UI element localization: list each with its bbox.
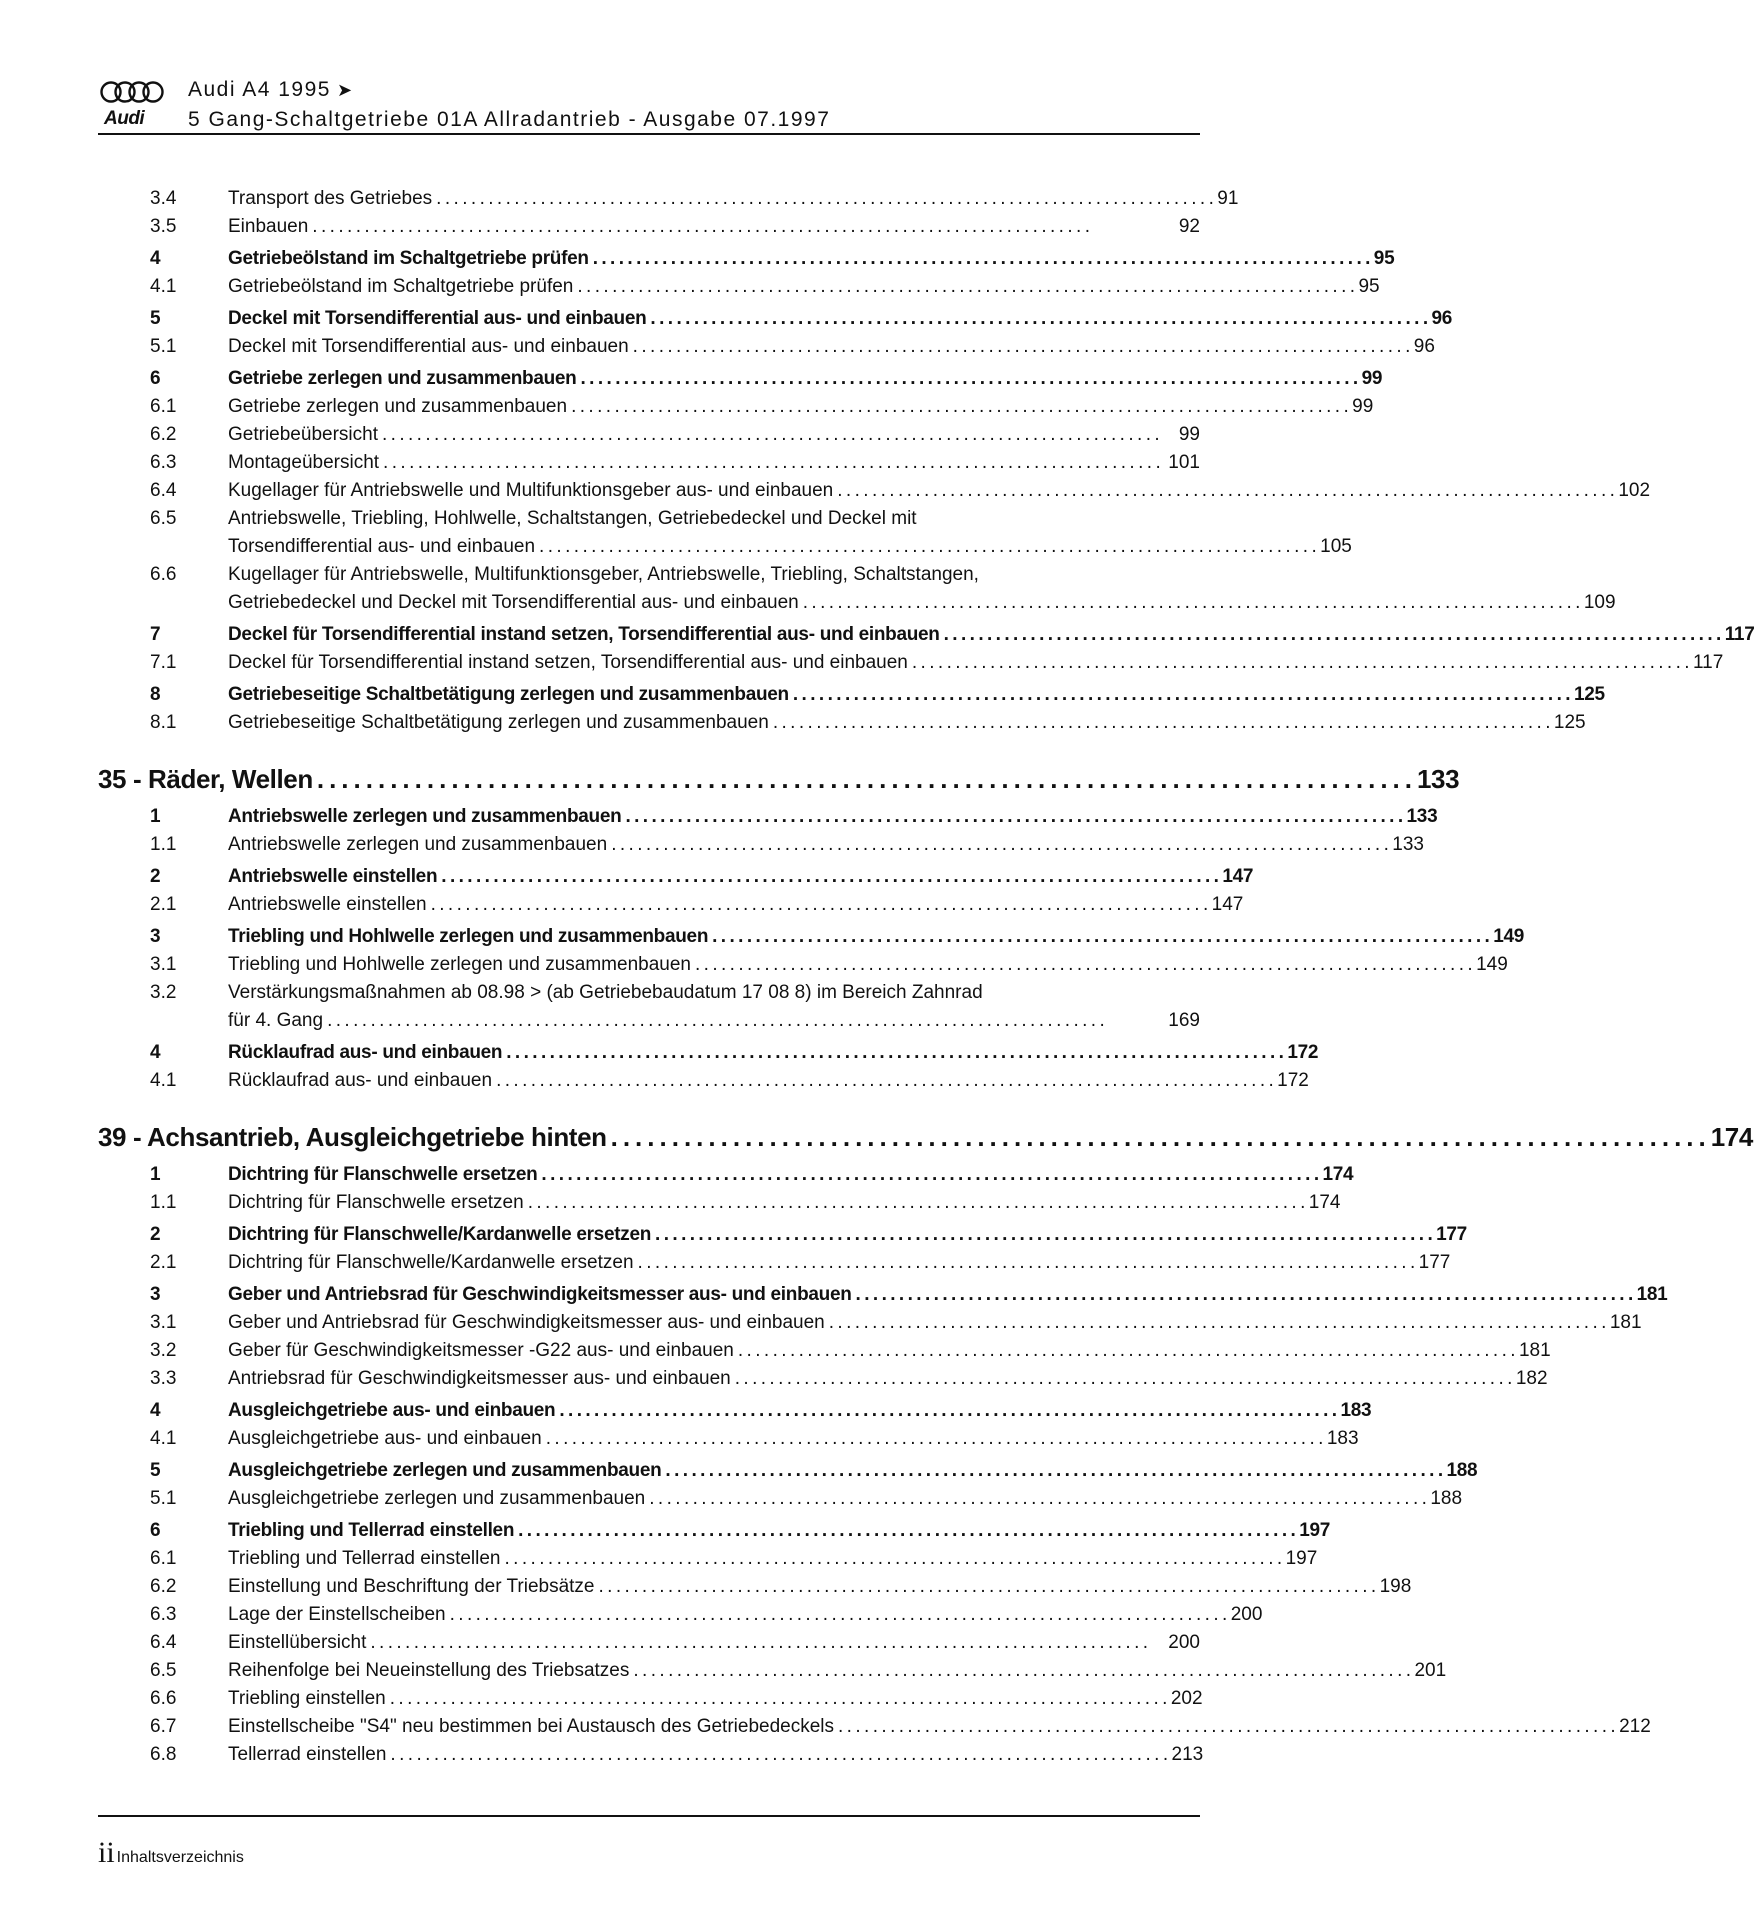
leader-dots: ..........................................................................................	[943, 624, 1725, 645]
entry-title: Ausgleichgetriebe aus- und einbauen	[228, 1428, 542, 1449]
header-subtitle: 5 Gang-Schaltgetriebe 01A Allradantrieb - Ausgabe 07.1997	[188, 108, 831, 131]
chapter-title: 35 - Räder, Wellen	[98, 764, 313, 794]
entry-number: 6.5	[150, 508, 177, 529]
audi-rings-logo	[100, 80, 164, 104]
entry-number: 3.4	[150, 188, 177, 209]
entry-title: Triebling und Hohlwelle zerlegen und zusammenbauen	[228, 954, 691, 975]
entry-title: Rücklaufrad aus- und einbauen	[228, 1070, 493, 1091]
toc-subsection[interactable]	[98, 891, 1244, 919]
entry-title: Rücklaufrad aus- und einbauen	[228, 1042, 503, 1063]
leader-dots: ..........................................................................................	[649, 1488, 1431, 1509]
toc-section[interactable]	[98, 365, 1383, 393]
toc-subsection[interactable]	[98, 831, 1424, 859]
leader-dots: ..........................................................................................	[504, 1548, 1286, 1569]
toc-section[interactable]	[98, 621, 1754, 649]
entry-title: Triebling einstellen	[228, 1688, 386, 1709]
leader-dots: ..........................................................................................	[577, 276, 1359, 297]
leader-dots: ..........................................................................................	[772, 712, 1554, 733]
entry-number: 4	[150, 248, 161, 269]
entry-title: für 4. Gang	[228, 1010, 324, 1031]
entry-number: 6.4	[150, 480, 177, 501]
entry-title: Triebling und Hohlwelle zerlegen und zusammenbauen	[228, 926, 709, 947]
entry-page: 133	[1392, 834, 1424, 855]
entry-page: 183	[1326, 1428, 1359, 1449]
leader-dots: ..........................................................................................	[430, 894, 1212, 915]
leader-dots: ..........................................................................................	[383, 452, 1165, 473]
leader-dots: ..........................................................................................	[390, 1744, 1172, 1765]
entry-title: Antriebsrad für Geschwindigkeitsmesser aus- und einbauen	[228, 1368, 731, 1389]
entry-title-line1: Kugellager für Antriebswelle, Multifunktionsgeber, Antriebswelle, Triebling, Schaltstangen,	[228, 564, 979, 585]
entry-number: 4	[150, 1042, 161, 1063]
leader-dots: ..........................................................................................	[633, 1660, 1415, 1681]
entry-page: 102	[1618, 480, 1651, 501]
entry-page: 202	[1170, 1688, 1203, 1709]
entry-title: Ausgleichgetriebe zerlegen und zusammenbauen	[228, 1488, 646, 1509]
entry-number: 5	[150, 1460, 161, 1481]
arrow-right-icon: ➤	[336, 80, 354, 100]
toc-subsection[interactable]	[98, 449, 1200, 477]
entry-title: Einstellung und Beschriftung der Triebsätze	[228, 1576, 595, 1597]
leader-dots: ..........................................................................................	[828, 1312, 1610, 1333]
toc-section[interactable]	[98, 1517, 1331, 1545]
entry-page: 147	[1211, 894, 1244, 915]
toc-subsection[interactable]	[98, 1189, 1341, 1217]
entry-number: 6.3	[150, 452, 177, 473]
leader-dots: ..........................................................................................	[518, 1520, 1300, 1541]
toc-subsection[interactable]	[98, 421, 1200, 449]
entry-page: 169	[1168, 1010, 1200, 1031]
toc-section[interactable]	[98, 245, 1395, 273]
entry-title: Deckel für Torsendifferential instand setzen, Torsendifferential aus- und einbauen	[228, 652, 908, 673]
entry-page: 99	[1352, 396, 1374, 417]
entry-title: Getriebeübersicht	[228, 424, 378, 445]
page-number: ii	[98, 1836, 115, 1869]
toc-section[interactable]	[98, 1397, 1372, 1425]
entry-number: 3.5	[150, 216, 177, 237]
toc-subsection[interactable]	[98, 1485, 1463, 1513]
entry-page: 149	[1476, 954, 1508, 975]
toc-section[interactable]	[98, 1457, 1478, 1485]
entry-number: 4	[150, 1400, 161, 1421]
entry-number: 6.1	[150, 1548, 177, 1569]
entry-title: Einbauen	[228, 216, 309, 237]
toc-subsection[interactable]	[98, 1601, 1263, 1629]
leader-dots: ..........................................................................................	[541, 1164, 1323, 1185]
entry-title: Geber für Geschwindigkeitsmesser -G22 aus- und einbauen	[228, 1340, 734, 1361]
entry-page: 172	[1277, 1070, 1309, 1091]
toc-subsection[interactable]	[98, 273, 1380, 301]
toc-subsection[interactable]	[98, 1685, 1203, 1713]
entry-title: Antriebswelle zerlegen und zusammenbauen	[228, 806, 622, 827]
leader-dots: ..........................................................................................	[911, 652, 1693, 673]
leader-dots: ..........................................................................................	[506, 1042, 1288, 1063]
entry-number: 4.1	[150, 1428, 177, 1449]
entry-title: Geber und Antriebsrad für Geschwindigkeitsmesser aus- und einbauen	[228, 1284, 852, 1305]
leader-dots: ..........................................................................................	[655, 1224, 1437, 1245]
toc-section[interactable]	[98, 803, 1438, 831]
entry-title: Dichtring für Flanschwelle/Kardanwelle ersetzen	[228, 1224, 652, 1245]
entry-title: Torsendifferential aus- und einbauen	[228, 536, 536, 557]
entry-page: 197	[1285, 1548, 1318, 1569]
entry-number: 5.1	[150, 1488, 177, 1509]
entry-number: 6	[150, 1520, 161, 1541]
leader-dots: ..........................................................................................	[734, 1368, 1516, 1389]
toc-subsection[interactable]	[98, 477, 1651, 505]
leader-dots: ..........................................................................................	[712, 926, 1494, 947]
entry-page: 149	[1493, 926, 1525, 947]
entry-number: 3.2	[150, 1340, 177, 1361]
entry-number: 4.1	[150, 276, 177, 297]
entry-page: 91	[1217, 188, 1239, 209]
leader-dots: ..........................................................................................	[370, 1632, 1152, 1653]
toc-chapter[interactable]	[98, 1117, 1753, 1157]
entry-page: 183	[1340, 1400, 1372, 1421]
leader-dots: ..........................................................................................	[312, 216, 1094, 237]
chapter-page: 133	[1417, 764, 1460, 794]
entry-title-line1: Verstärkungsmaßnahmen ab 08.98 > (ab Getriebebaudatum 17 08 8) im Bereich Zahnrad	[228, 982, 983, 1003]
toc-subsection[interactable]	[98, 1067, 1309, 1095]
leader-dots: ..........................................................................................	[855, 1284, 1637, 1305]
entry-page: 200	[1168, 1632, 1200, 1653]
entry-title: Dichtring für Flanschwelle ersetzen	[228, 1192, 524, 1213]
entry-number: 4.1	[150, 1070, 177, 1091]
entry-title: Deckel für Torsendifferential instand setzen, Torsendifferential aus- und einbauen	[228, 624, 940, 645]
leader-dots: ..........................................................................................	[441, 866, 1223, 887]
entry-number: 3.3	[150, 1368, 177, 1389]
entry-number: 5	[150, 308, 161, 329]
leader-dots: ..........................................................................................	[802, 592, 1584, 613]
leader-dots: ..........................................................................................	[650, 308, 1432, 329]
entry-number: 3.2	[150, 982, 177, 1003]
entry-number: 6.3	[150, 1604, 177, 1625]
entry-number: 3.1	[150, 1312, 177, 1333]
audi-wordmark: Audi	[104, 108, 145, 129]
toc-subsection[interactable]	[98, 1425, 1359, 1453]
entry-page: 174	[1322, 1164, 1354, 1185]
toc-subsection[interactable]	[98, 709, 1586, 737]
leader-dots: ..........................................................................................	[389, 1688, 1171, 1709]
entry-title: Lage der Einstellscheiben	[228, 1604, 446, 1625]
entry-page: 105	[1320, 536, 1352, 557]
leader-dots: ..........................................................................................	[436, 188, 1218, 209]
entry-number: 6.4	[150, 1632, 177, 1653]
entry-title: Getriebe zerlegen und zusammenbauen	[228, 396, 568, 417]
entry-page: 201	[1414, 1660, 1447, 1681]
leader-dots: ..........................................................................................	[838, 1716, 1620, 1737]
leader-dots: ..........................................................................................	[737, 1340, 1519, 1361]
toc-subsection[interactable]	[98, 1629, 1200, 1657]
entry-title-line1: Antriebswelle, Triebling, Hohlwelle, Schaltstangen, Getriebedeckel und Deckel mit	[228, 508, 917, 529]
entry-page: 188	[1430, 1488, 1463, 1509]
table-of-contents	[98, 185, 1754, 1769]
entry-title: Deckel mit Torsendifferential aus- und einbauen	[228, 336, 629, 357]
leader-dots: ..........................................................................................	[694, 954, 1477, 975]
entry-page: 172	[1287, 1042, 1319, 1063]
leader-dots: ..........................................................................................	[665, 1460, 1447, 1481]
entry-title: Getriebeseitige Schaltbetätigung zerlegen und zusammenbauen	[228, 684, 789, 705]
entry-number: 8.1	[150, 712, 177, 733]
leader-dots: ..........................................................................................	[571, 396, 1353, 417]
leader-dots: ..........................................................................................	[381, 424, 1164, 445]
entry-page: 177	[1436, 1224, 1467, 1245]
entry-page: 182	[1515, 1368, 1548, 1389]
entry-title: Dichtring für Flanschwelle/Kardanwelle ersetzen	[228, 1252, 634, 1273]
entry-page: 95	[1358, 276, 1380, 297]
toc-subsection[interactable]	[98, 979, 1200, 1035]
entry-page: 198	[1379, 1576, 1412, 1597]
entry-page: 125	[1573, 684, 1605, 705]
toc-section[interactable]	[98, 863, 1254, 891]
entry-number: 5.1	[150, 336, 177, 357]
entry-number: 6.5	[150, 1660, 177, 1681]
toc-subsection[interactable]	[98, 1741, 1204, 1769]
entry-page: 125	[1553, 712, 1586, 733]
leader-dots: ..........................................................................................	[449, 1604, 1231, 1625]
entry-number: 8	[150, 684, 161, 705]
leader-dots: ..........................................................................................	[637, 1252, 1419, 1273]
leader-dots: ..........................................................................................	[611, 834, 1393, 855]
leader-dots: ..........................................................................................	[316, 764, 1417, 794]
entry-page: 96	[1431, 308, 1453, 329]
toc-section[interactable]	[98, 681, 1605, 709]
toc-subsection[interactable]	[98, 1545, 1318, 1573]
entry-title: Kugellager für Antriebswelle und Multifunktionsgeber aus- und einbauen	[228, 480, 834, 501]
entry-number: 6.1	[150, 396, 177, 417]
entry-title: Getriebeseitige Schaltbetätigung zerlegen und zusammenbauen	[228, 712, 769, 733]
toc-subsection[interactable]	[98, 333, 1435, 361]
entry-title: Tellerrad einstellen	[228, 1744, 387, 1765]
leader-dots: ..........................................................................................	[327, 1010, 1109, 1031]
entry-title: Deckel mit Torsendifferential aus- und einbauen	[228, 308, 647, 329]
entry-title: Ausgleichgetriebe aus- und einbauen	[228, 1400, 556, 1421]
entry-title: Dichtring für Flanschwelle ersetzen	[228, 1164, 538, 1185]
entry-title: Getriebedeckel und Deckel mit Torsendifferential aus- und einbauen	[228, 592, 799, 613]
entry-title: Getriebe zerlegen und zusammenbauen	[228, 368, 577, 389]
toc-subsection[interactable]	[98, 649, 1724, 677]
entry-number: 6.7	[150, 1716, 177, 1737]
entry-page: 200	[1230, 1604, 1263, 1625]
entry-page: 212	[1619, 1716, 1651, 1737]
entry-title: Getriebeölstand im Schaltgetriebe prüfen	[228, 248, 589, 269]
page-footer	[98, 1836, 244, 1870]
entry-page: 177	[1418, 1252, 1451, 1273]
toc-subsection[interactable]	[98, 185, 1239, 213]
leader-dots: ..........................................................................................	[592, 248, 1374, 269]
entry-number: 2.1	[150, 1252, 177, 1273]
entry-number: 2.1	[150, 894, 177, 915]
toc-subsection[interactable]	[98, 1249, 1451, 1277]
entry-title: Geber und Antriebsrad für Geschwindigkeitsmesser aus- und einbauen	[228, 1312, 825, 1333]
toc-section[interactable]	[98, 923, 1525, 951]
entry-page: 96	[1413, 336, 1435, 357]
page-header	[98, 78, 1200, 134]
entry-title: Antriebswelle einstellen	[228, 894, 427, 915]
entry-title: Getriebeölstand im Schaltgetriebe prüfen	[228, 276, 574, 297]
leader-dots: ..........................................................................................	[610, 1122, 1711, 1152]
entry-page: 117	[1692, 652, 1724, 673]
entry-page: 147	[1222, 866, 1254, 887]
leader-dots: ..........................................................................................	[539, 536, 1321, 557]
entry-page: 181	[1636, 1284, 1668, 1305]
footer-divider	[98, 1815, 1200, 1817]
leader-dots: ..........................................................................................	[496, 1070, 1278, 1091]
entry-title: Transport des Getriebes	[228, 188, 433, 209]
toc-section[interactable]	[98, 1161, 1354, 1189]
leader-dots: ..........................................................................................	[625, 806, 1407, 827]
toc-subsection[interactable]	[98, 951, 1508, 979]
leader-dots: ..........................................................................................	[559, 1400, 1341, 1421]
toc-subsection[interactable]	[98, 213, 1200, 241]
toc-subsection[interactable]	[98, 1337, 1551, 1365]
chapter-page: 174	[1710, 1122, 1753, 1152]
entry-number: 1.1	[150, 834, 177, 855]
entry-number: 7.1	[150, 652, 177, 673]
header-divider	[98, 133, 1200, 135]
toc-subsection[interactable]	[98, 1309, 1642, 1337]
toc-section[interactable]	[98, 305, 1453, 333]
toc-chapter[interactable]	[98, 759, 1460, 799]
entry-number: 6	[150, 368, 161, 389]
entry-number: 7	[150, 624, 161, 645]
chapter-title: 39 - Achsantrieb, Ausgleichgetriebe hinten	[98, 1122, 607, 1152]
toc-subsection[interactable]	[98, 1365, 1548, 1393]
entry-page: 95	[1373, 248, 1395, 269]
leader-dots: ..........................................................................................	[527, 1192, 1309, 1213]
header-model-text: Audi A4 1995	[188, 78, 331, 101]
entry-page: 213	[1171, 1744, 1204, 1765]
entry-page: 117	[1724, 624, 1754, 645]
entry-number: 3.1	[150, 954, 177, 975]
entry-page: 181	[1609, 1312, 1642, 1333]
entry-page: 99	[1178, 424, 1200, 445]
entry-page: 92	[1178, 216, 1200, 237]
toc-subsection[interactable]	[98, 1657, 1447, 1685]
entry-title: Reihenfolge bei Neueinstellung des Triebsatzes	[228, 1660, 630, 1681]
entry-number: 1	[150, 806, 161, 827]
entry-page: 99	[1361, 368, 1383, 389]
header-model	[188, 78, 354, 102]
entry-title: Montageübersicht	[228, 452, 380, 473]
toc-section[interactable]	[98, 1221, 1467, 1249]
entry-number: 3	[150, 926, 161, 947]
entry-title: Triebling und Tellerrad einstellen	[228, 1548, 501, 1569]
entry-page: 197	[1299, 1520, 1331, 1541]
toc-section[interactable]	[98, 1281, 1668, 1309]
entry-number: 3	[150, 1284, 161, 1305]
entry-title: Einstellübersicht	[228, 1632, 367, 1653]
entry-number: 6.2	[150, 1576, 177, 1597]
entry-page: 109	[1583, 592, 1616, 613]
entry-page: 133	[1406, 806, 1438, 827]
entry-title: Triebling und Tellerrad einstellen	[228, 1520, 515, 1541]
leader-dots: ..........................................................................................	[598, 1576, 1380, 1597]
entry-number: 2	[150, 866, 161, 887]
entry-title: Antriebswelle einstellen	[228, 866, 438, 887]
toc-subsection[interactable]	[98, 1573, 1412, 1601]
entry-number: 6.2	[150, 424, 177, 445]
entry-number: 6.8	[150, 1744, 177, 1765]
entry-title: Ausgleichgetriebe zerlegen und zusammenbauen	[228, 1460, 662, 1481]
toc-subsection[interactable]	[98, 1713, 1651, 1741]
entry-page: 181	[1518, 1340, 1551, 1361]
leader-dots: ..........................................................................................	[837, 480, 1619, 501]
entry-number: 1	[150, 1164, 161, 1185]
entry-title: Antriebswelle zerlegen und zusammenbauen	[228, 834, 608, 855]
entry-page: 101	[1168, 452, 1200, 473]
leader-dots: ..........................................................................................	[792, 684, 1574, 705]
leader-dots: ..........................................................................................	[632, 336, 1414, 357]
entry-page: 174	[1308, 1192, 1341, 1213]
entry-number: 2	[150, 1224, 161, 1245]
leader-dots: ..........................................................................................	[580, 368, 1362, 389]
toc-subsection[interactable]	[98, 505, 1352, 561]
entry-number: 6.6	[150, 564, 177, 585]
entry-number: 6.6	[150, 1688, 177, 1709]
toc-subsection[interactable]	[98, 561, 1616, 617]
entry-title: Einstellscheibe "S4" neu bestimmen bei Austausch des Getriebedeckels	[228, 1716, 834, 1737]
entry-page: 188	[1446, 1460, 1478, 1481]
entry-number: 1.1	[150, 1192, 177, 1213]
toc-subsection[interactable]	[98, 393, 1374, 421]
footer-section: Inhaltsverzeichnis	[116, 1849, 244, 1866]
leader-dots: ..........................................................................................	[545, 1428, 1327, 1449]
toc-section[interactable]	[98, 1039, 1319, 1067]
